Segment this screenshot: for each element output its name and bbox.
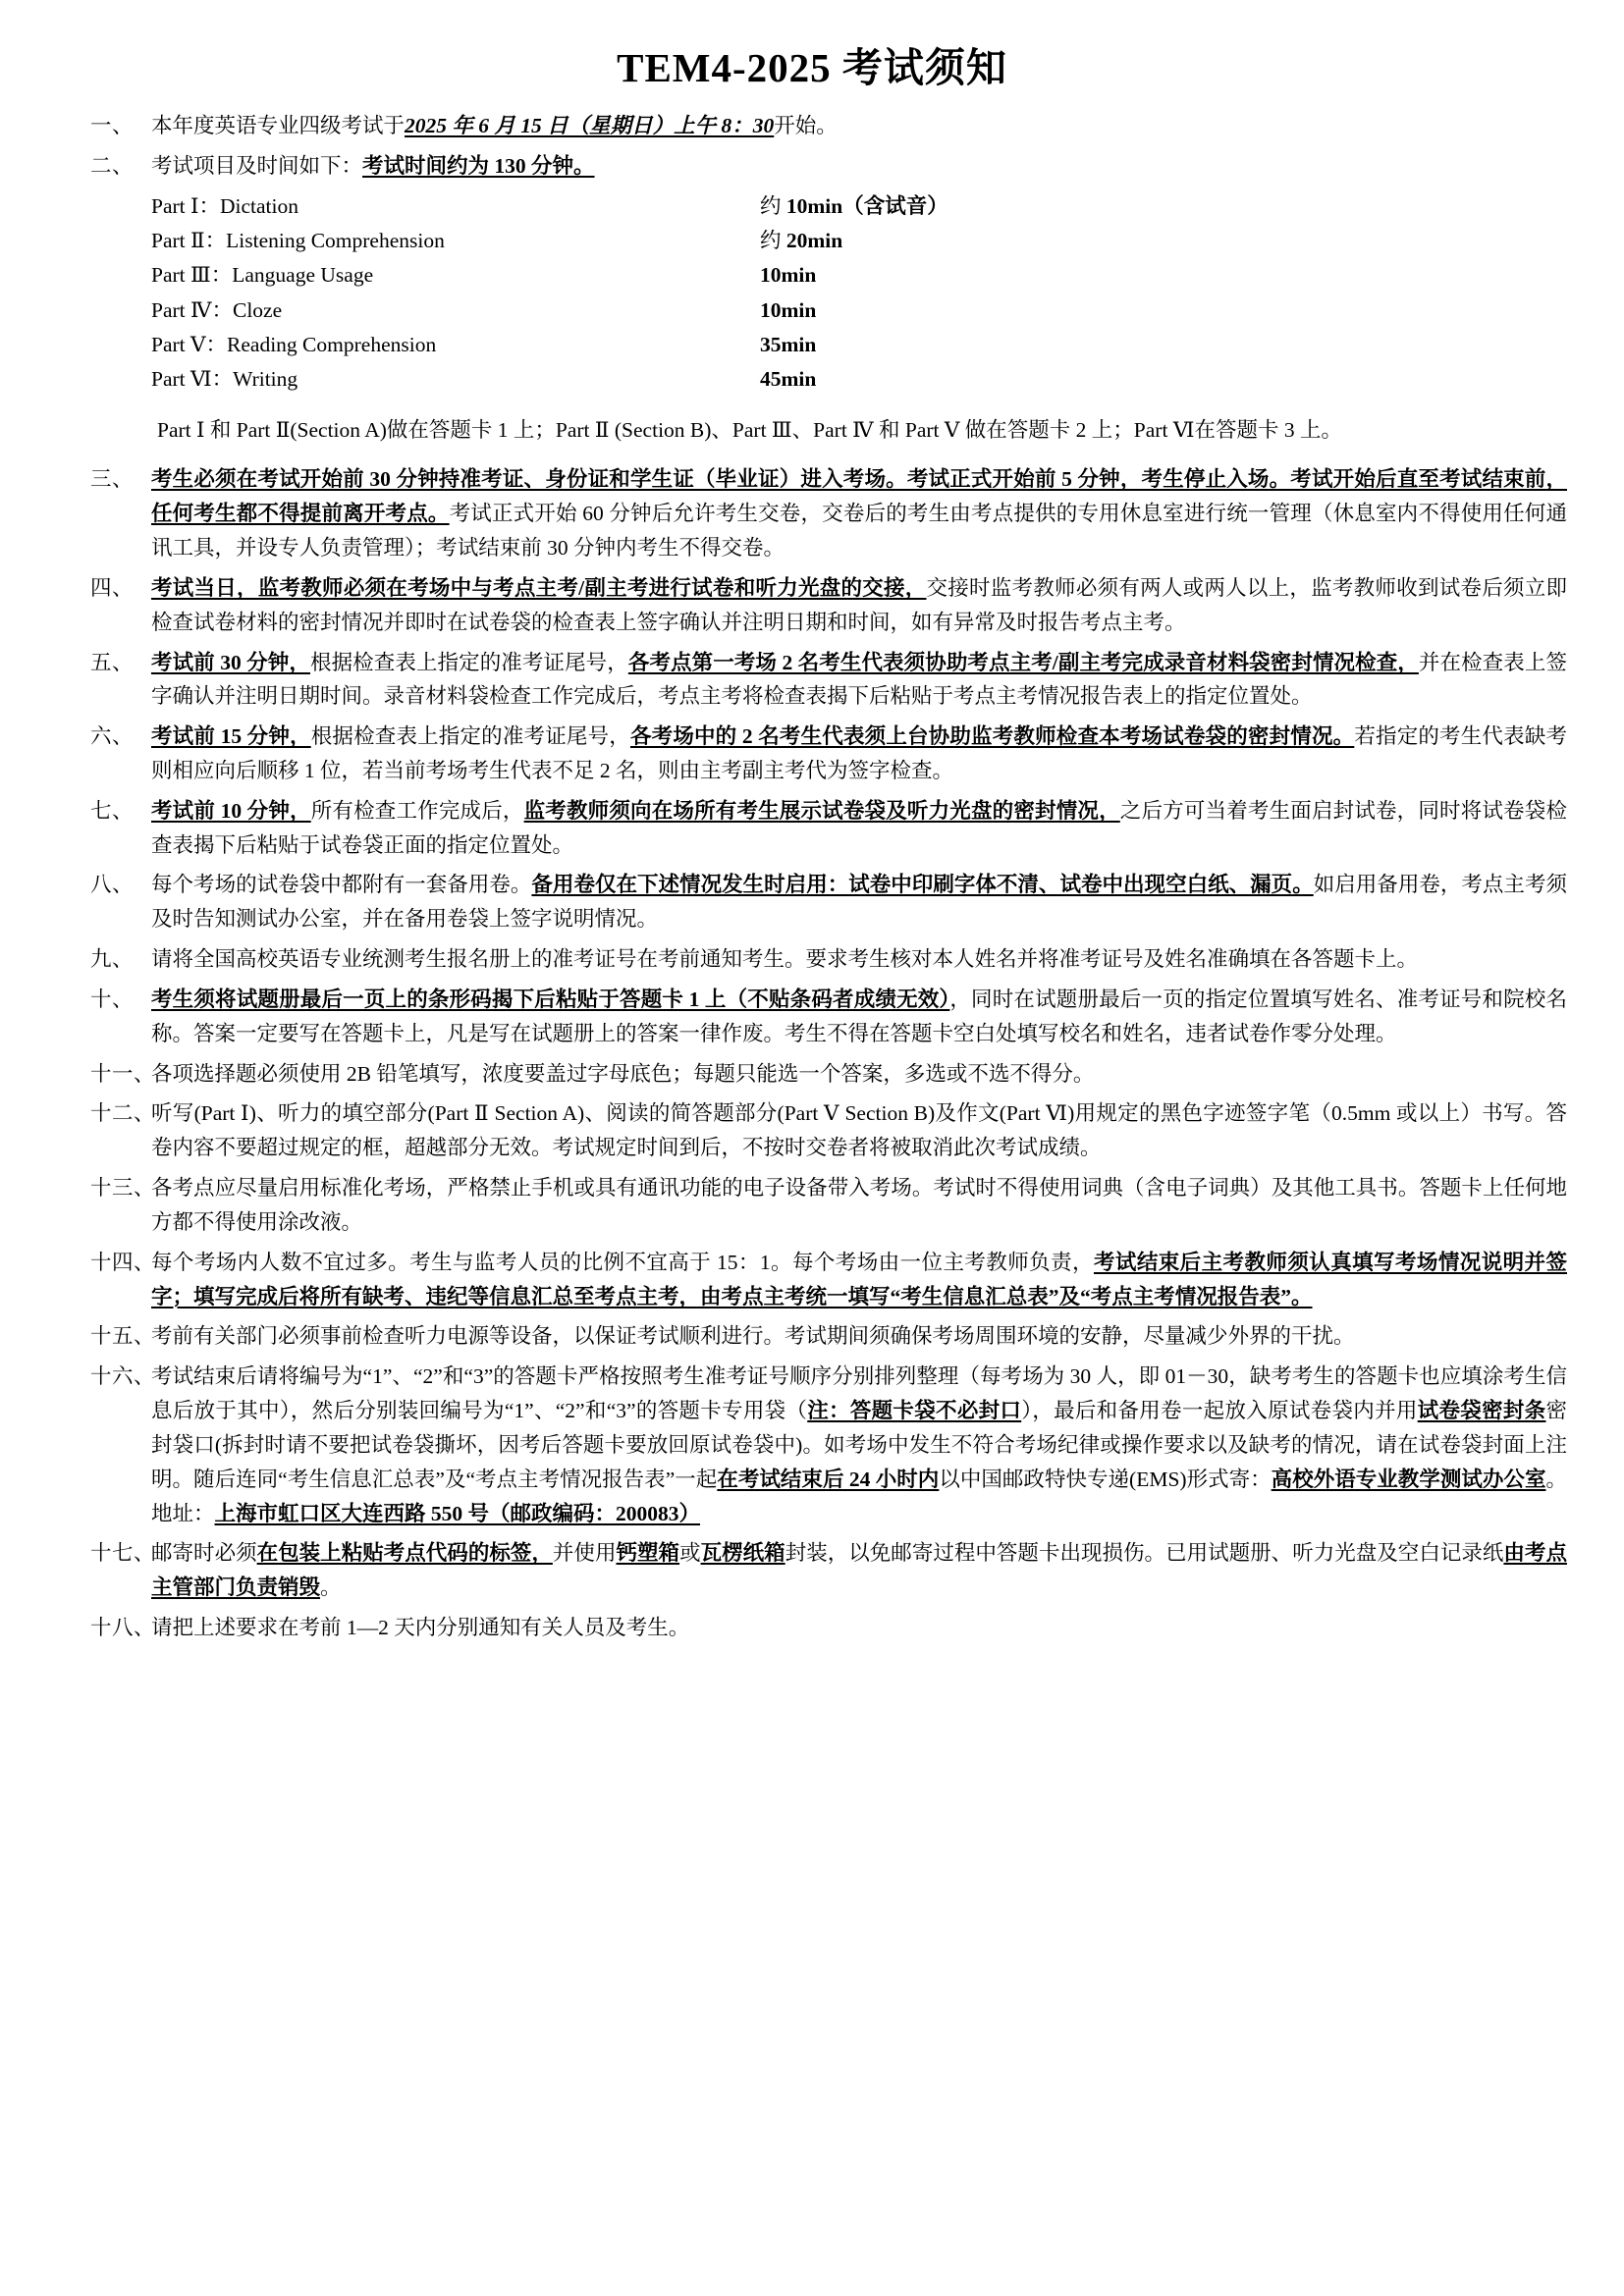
clause-16-text-1: 考试结束后请将编号为“1”、“2”和“3”的答题卡严格按照考生准考证号顺序分别排列整理（每考场为 30 人，即 01－30，缺考考生的答题卡也应填涂考生信息后放于其中），然后分别装回编号为“1”、“2”和“3”的答题卡专用袋（ [151, 1364, 1567, 1423]
clause-16-number: 十六、 [90, 1364, 156, 1389]
part-time [740, 258, 1084, 293]
table-row [151, 328, 1084, 362]
clause-14-bold: 考试结束后主考教师须认真填写考场情况说明并签字；填写完成后将所有缺考、违纪等信息汇总至考点主考，由考点主考统一填写“考生信息汇总表”及“考点主考情况报告表”。 [151, 1250, 1567, 1308]
clause-7-body [151, 794, 1567, 863]
clause-17-number: 十七、 [90, 1541, 156, 1566]
clause-1-date: 2025 年 6 月 15 日（星期日）上午 8：30 [405, 114, 775, 137]
part-time-value: 45min [760, 367, 817, 392]
part-name: Part Ⅵ：Writing [151, 367, 298, 392]
clause-8-body [151, 868, 1567, 936]
part-time [740, 224, 1084, 258]
clause-7-number: 七、 [90, 798, 135, 823]
clause-3-number: 三、 [90, 467, 135, 492]
clause-15-body: 考前有关部门必须事前检查听力电源等设备，以保证考试顺利进行。考试期间须确保考场周围环境的安静，尽量减少外界的干扰。 [151, 1324, 1355, 1349]
part-time-prefix: 约 [760, 228, 786, 252]
part-name: Part Ⅰ：Dictation [151, 193, 299, 218]
part-time-prefix: 约 [760, 193, 786, 218]
clause-7-mid: 所有检查工作完成后， [310, 798, 524, 823]
clause-16-text-5: 。地址： [151, 1467, 1567, 1525]
clause-5 [57, 646, 1567, 715]
clause-2 [57, 149, 1567, 457]
clause-3 [57, 462, 1567, 564]
clause-18 [57, 1611, 1567, 1645]
clause-2-lead: 考试项目及时间如下： [151, 153, 363, 178]
clause-2-body [151, 149, 1567, 457]
clause-3-body [151, 462, 1567, 564]
clause-6-rest: 若指定的考生代表缺考则相应向后顺移 1 位，若当前考场考生代表不足 2 名，则由主考副主考代为签字检查。 [151, 724, 1567, 782]
clause-6-bold-2: 各考场中的 2 名考生代表须上台协助监考教师检查本考场试卷袋的密封情况。 [629, 724, 1355, 749]
clause-15 [57, 1319, 1567, 1354]
part-time [740, 189, 1084, 224]
table-row [151, 224, 1084, 258]
clause-10-bold: 考生须将试题册最后一页上的条形码揭下后粘贴于答题卡 1 上（不贴条码者成绩无效） [151, 987, 950, 1011]
clause-10-rest: ，同时在试题册最后一页的指定位置填写姓名、准考证号和院校名称。答案一定要写在答题卡上，凡是写在试题册上的答案一律作废。考生不得在答题卡空白处填写校名和姓名，违者试卷作零分处理。 [151, 987, 1567, 1045]
part-name: Part Ⅴ：Reading Comprehension [151, 332, 437, 356]
clause-8-number: 八、 [90, 873, 135, 897]
clause-10 [57, 983, 1567, 1051]
clause-4-bold: 考试当日，监考教师必须在考场中与考点主考/副主考进行试卷和听力光盘的交接， [151, 575, 927, 600]
clause-14-lead: 每个考场内人数不宜过多。考生与监考人员的比例不宜高于 15：1。每个考场由一位主考教师负责， [151, 1250, 1094, 1274]
clause-11-number: 十一、 [90, 1061, 156, 1086]
clause-16-body [151, 1360, 1567, 1530]
clause-13 [57, 1171, 1567, 1240]
clause-7-rest: 之后方可当着考生面启封试卷，同时将试卷袋检查表揭下后粘贴于试卷袋正面的指定位置处。 [151, 798, 1567, 857]
clause-17 [57, 1536, 1567, 1605]
part-time-value: 10min（含试音） [785, 193, 948, 218]
clause-17-text-4: 封装，以免邮寄过程中答题卡出现损伤。已用试题册、听力光盘及空白记录纸 [785, 1541, 1504, 1566]
clause-16-bold-3: 在考试结束后 24 小时内 [717, 1467, 940, 1491]
clause-4-rest: 交接时监考教师必须有两人或两人以上，监考教师收到试卷后须立即检查试卷材料的密封情况并即时在试卷袋的检查表上签字确认并注明日期和时间，如有异常及时报告考点主考。 [151, 575, 1567, 634]
clause-16-text-2: ），最后和备用卷一起放入原试卷袋内并用 [1021, 1399, 1418, 1423]
clause-5-bold-2: 各考点第一考场 2 名考生代表须协助考点主考/副主考完成录音材料袋密封情况检查， [627, 650, 1419, 674]
clause-5-rest: 并在检查表上签字确认并注明日期时间。录音材料袋检查工作完成后，考点主考将检查表揭下后粘贴于考点主考情况报告表上的指定位置处。 [151, 650, 1567, 709]
clause-9 [57, 942, 1567, 977]
clause-17-body [151, 1536, 1567, 1605]
clause-6-mid: 根据检查表上指定的准考证尾号， [310, 724, 630, 749]
part-time [740, 362, 1084, 397]
clause-13-number: 十三、 [90, 1176, 156, 1201]
clause-2-number: 二、 [90, 153, 135, 178]
clause-1-lead: 本年度英语专业四级考试于 [151, 114, 406, 137]
clause-4-body [151, 571, 1567, 640]
clause-1-tail: 开始。 [774, 114, 838, 137]
clause-16-bold-1: 注：答题卡袋不必封口 [807, 1399, 1022, 1423]
part-time-value: 35min [760, 332, 817, 356]
clause-6-body [151, 720, 1567, 788]
clause-7 [57, 794, 1567, 863]
clause-5-mid: 根据检查表上指定的准考证尾号， [309, 650, 628, 674]
answer-sheet-note: Part Ⅰ 和 Part Ⅱ(Section A)做在答题卡 1 上；Part Ⅱ (Section B)、Part Ⅲ、Part Ⅳ 和 Part Ⅴ 做在答题卡 2 上；Part Ⅵ在答题卡 3 上。 [157, 417, 1342, 442]
clause-18-number: 十八、 [90, 1616, 156, 1640]
clause-12-number: 十二、 [90, 1101, 156, 1126]
part-time-value: 20min [785, 228, 843, 252]
part-time [740, 294, 1084, 328]
clause-17-bold-1: 在包装上粘贴考点代码的标签， [256, 1541, 553, 1566]
clause-13-body: 各考点应尽量启用标准化考场，严格禁止手机或具有通讯功能的电子设备带入考场。考试时不得使用词典（含电子词典）及其他工具书。答题卡上任何地方都不得使用涂改液。 [151, 1176, 1567, 1234]
part-name: Part Ⅳ：Cloze [151, 297, 283, 322]
clause-3-bold: 考生必须在考试开始前 30 分钟持准考证、身份证和学生证（毕业证）进入考场。考试正式开始前 5 分钟，考生停止入场。考试开始后直至考试结束前，任何考生都不得提前离开考点。 [151, 467, 1567, 526]
clause-14-body [151, 1246, 1567, 1314]
clause-16-address: 上海市虹口区大连西路 550 号（邮政编码：200083） [214, 1501, 701, 1525]
clause-12 [57, 1096, 1567, 1165]
clause-17-bold-2: 钙塑箱 [616, 1541, 680, 1566]
clause-9-body: 请将全国高校英语专业统测考生报名册上的准考证号在考前通知考生。要求考生核对本人姓名并将准考证号及姓名准确填在各答题卡上。 [151, 947, 1419, 972]
clause-6-number: 六、 [90, 724, 135, 749]
clause-17-text-5: 。 [320, 1575, 342, 1600]
clause-10-body [151, 983, 1567, 1051]
clause-4-number: 四、 [90, 575, 135, 600]
clause-9-number: 九、 [90, 947, 135, 972]
table-row [151, 258, 1084, 293]
clause-15-number: 十五、 [90, 1324, 156, 1349]
table-row [151, 294, 1084, 328]
clause-8 [57, 868, 1567, 936]
clause-12-body: 听写(Part Ⅰ)、听力的填空部分(Part Ⅱ Section A)、阅读的简答题部分(Part Ⅴ Section B)及作文(Part Ⅵ)用规定的黑色字迹签字笔（0.5mm 或以上）书写。答卷内容不要超过规定的框，超越部分无效。考试规定时间到后，不按时交卷者将被取消此次考试成绩。 [151, 1101, 1567, 1160]
table-row [151, 362, 1084, 397]
clause-16-text-3: 密封袋口(拆封时请不要把试卷袋撕坏，因考后答题卡要放回原试卷袋中)。如考场中发生不符合考场纪律或操作要求以及缺考的情况，请在试卷袋封面上注明。随后连同“考生信息汇总表”及“考点主考情况报告表”一起 [151, 1399, 1567, 1491]
exam-parts-table [151, 189, 1084, 398]
clause-5-body [151, 646, 1567, 715]
clause-18-body: 请把上述要求在考前 1—2 天内分别通知有关人员及考生。 [151, 1616, 690, 1640]
clause-17-text-3: 或 [679, 1541, 701, 1566]
clause-17-text-1: 邮寄时必须 [151, 1541, 257, 1566]
clause-4 [57, 571, 1567, 640]
clause-10-number: 十、 [90, 987, 135, 1011]
clause-6-bold-1: 考试前 15 分钟， [151, 724, 311, 749]
part-time [740, 328, 1084, 362]
clause-16-office-name: 高校外语专业教学测试办公室 [1271, 1467, 1546, 1491]
clause-14 [57, 1246, 1567, 1314]
part-time-value: 10min [760, 263, 817, 288]
clause-8-rest: 如启用备用卷，考点主考须及时告知测试办公室，并在备用卷袋上签字说明情况。 [151, 873, 1567, 932]
clause-16 [57, 1360, 1567, 1530]
clause-17-bold-3: 瓦楞纸箱 [700, 1541, 785, 1566]
clause-1-number: 一、 [90, 114, 135, 137]
clause-16-text-4: 以中国邮政特快专递(EMS)形式寄： [939, 1467, 1272, 1491]
part-name: Part Ⅲ：Language Usage [151, 263, 374, 288]
clause-6 [57, 720, 1567, 788]
clause-1 [57, 109, 1567, 143]
clause-11 [57, 1057, 1567, 1092]
clause-1-body [151, 109, 1567, 143]
clause-3-rest: 考试正式开始 60 分钟后允许考生交卷，交卷后的考生由考点提供的专用休息室进行统一管理（休息室内不得使用任何通讯工具，并设专人负责管理）；考试结束前 30 分钟内考生不得交卷。 [151, 502, 1567, 561]
part-time-value: 10min [760, 297, 817, 322]
clause-8-lead: 每个考场的试卷袋中都附有一套备用卷。 [151, 873, 532, 897]
clause-11-body: 各项选择题必须使用 2B 铅笔填写，浓度要盖过字母底色；每题只能选一个答案，多选或不选不得分。 [151, 1061, 1095, 1086]
clause-8-bold: 备用卷仅在下述情况发生时启用：试卷中印刷字体不清、试卷中出现空白纸、漏页。 [531, 873, 1314, 897]
clause-16-bold-2: 试卷袋密封条 [1417, 1399, 1546, 1423]
clause-2-duration: 考试时间约为 130 分钟。 [362, 153, 595, 178]
part-name: Part Ⅱ：Listening Comprehension [151, 228, 445, 252]
table-row [151, 189, 1084, 224]
page-title: TEM4-2025 考试须知 [617, 45, 1007, 90]
clause-5-number: 五、 [90, 650, 135, 674]
clause-7-bold-1: 考试前 10 分钟， [151, 798, 311, 823]
clause-14-number: 十四、 [90, 1250, 156, 1274]
clause-17-bold-4: 由考点主管部门负责销毁 [151, 1541, 1567, 1600]
clause-5-bold-1: 考试前 30 分钟， [151, 650, 310, 674]
clause-17-text-2: 并使用 [552, 1541, 617, 1566]
clause-7-bold-2: 监考教师须向在场所有考生展示试卷袋及听力光盘的密封情况， [523, 798, 1120, 823]
